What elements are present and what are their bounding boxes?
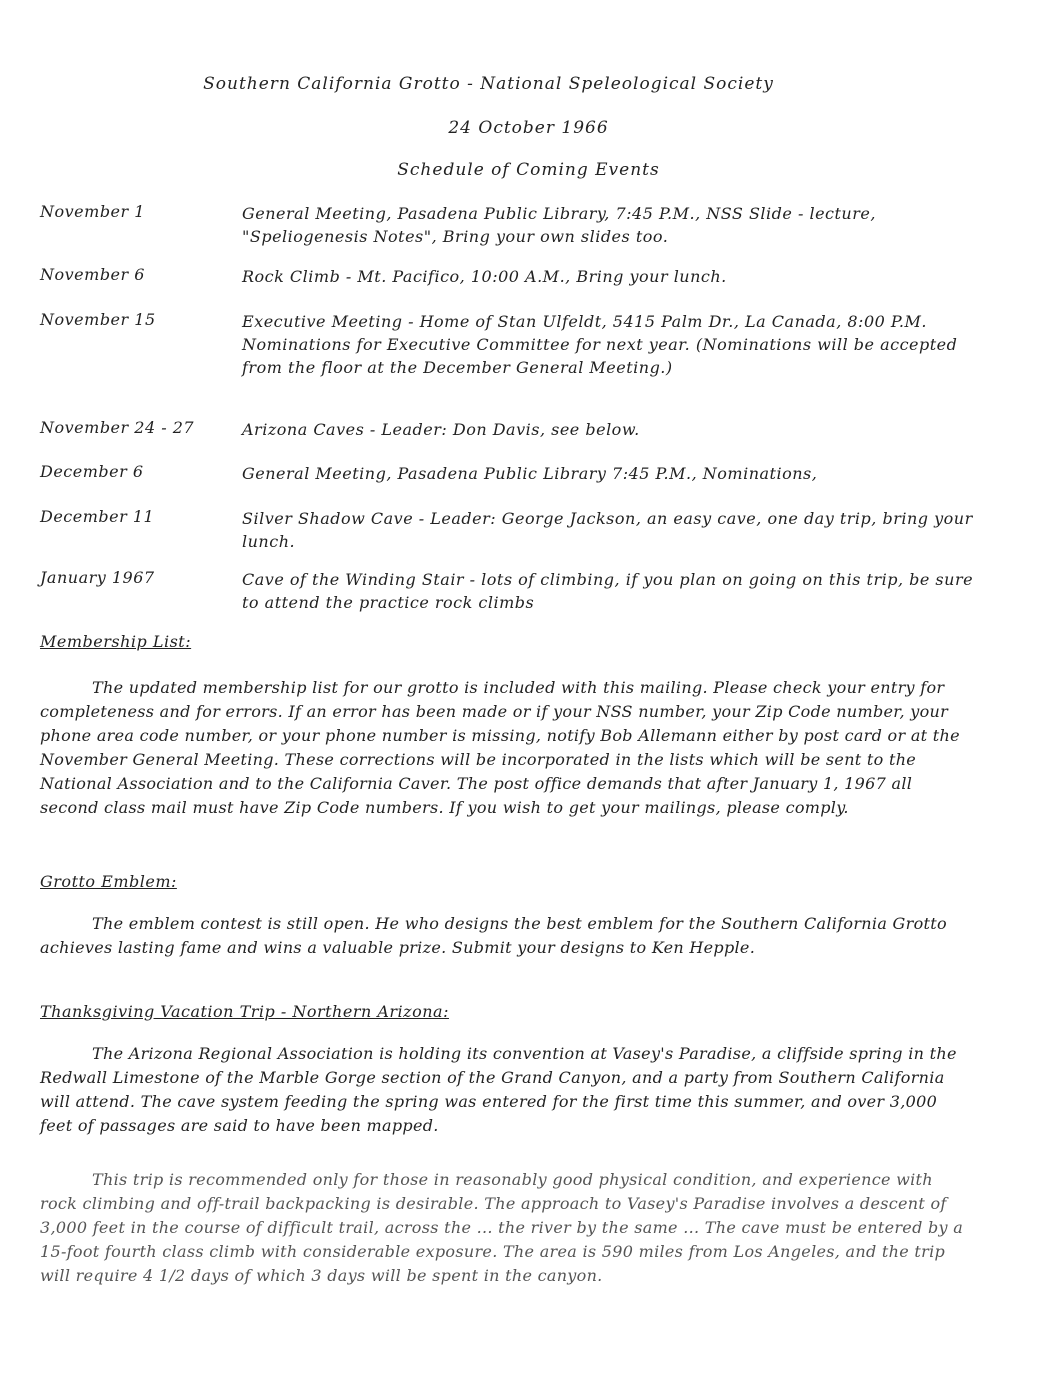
membership-heading: Membership List: — [40, 632, 192, 651]
event-description: Executive Meeting - Home of Stan Ulfeldt, 5415 Palm Dr., La Canada, 8:00 P.M. Nominations for Executive Committee for next year. (Nominations will be accepted from the floor at the December General Meeting.) — [242, 312, 958, 377]
emblem-heading: Grotto Emblem: — [40, 872, 177, 891]
event-description: General Meeting, Pasadena Public Library 7:45 P.M., Nominations, — [242, 464, 818, 483]
organization-header: Southern California Grotto - National Speleological Society — [203, 74, 774, 94]
event-description: General Meeting, Pasadena Public Library, 7:45 P.M., NSS Slide - lecture, "Speliogenesis Notes", Bring your own slides too. — [242, 204, 876, 246]
schedule-title: Schedule of Coming Events — [397, 160, 660, 180]
event-date: December 6 — [40, 462, 144, 481]
thanksgiving-paragraph-1: The Arizona Regional Association is holding its convention at Vasey's Paradise, a cliffside spring in the Redwall Limestone of the Marble Gorge section of the Grand Canyon, and a party from Southern California will attend. The cave system feeding the spring was entered for the first time this summer, and over 3,000 feet of passages are said to have been mapped. — [40, 1044, 957, 1135]
event-description: Cave of the Winding Stair - lots of climbing, if you plan on going on this trip, be sure to attend the practice rock climbs — [242, 570, 974, 612]
emblem-paragraph: The emblem contest is still open. He who designs the best emblem for the Southern California Grotto achieves lasting fame and wins a valuable prize. Submit your designs to Ken Hepple. — [40, 914, 947, 957]
document-date: 24 October 1966 — [448, 118, 609, 138]
event-date: January 1967 — [40, 568, 155, 587]
thanksgiving-heading: Thanksgiving Vacation Trip - Northern Arizona: — [40, 1002, 449, 1021]
thanksgiving-paragraph-2: This trip is recommended only for those in reasonably good physical condition, and experience with rock climbing and off-trail backpacking is desirable. The approach to Vasey's Paradise involves a descent of 3,000 feet in the course of difficult trail, across the ... the river by the same ... The cave must be entered by a 15-foot fourth class climb with considerable exposure. The area is 590 miles from Los Angeles, and the trip will require 4 1/2 days of which 3 days will be spent in the canyon. — [40, 1170, 964, 1285]
event-date: November 24 - 27 — [40, 418, 195, 437]
event-date: November 15 — [40, 310, 156, 329]
event-date: December 11 — [40, 507, 155, 526]
event-description: Silver Shadow Cave - Leader: George Jackson, an easy cave, one day trip, bring your lunch. — [242, 509, 973, 551]
membership-paragraph: The updated membership list for our grotto is included with this mailing. Please check your entry for completeness and for errors. If an error has been made or if your NSS number, your Zip Code number, your phone area code number, or your phone number is missing, notify Bob Allemann either by post card or at the November General Meeting. These corrections will be incorporated in the lists which will be sent to the National Association and to the California Caver. The post office demands that after January 1, 1967 all second class mail must have Zip Code numbers. If you wish to get your mailings, please comply. — [40, 678, 960, 817]
event-date: November 1 — [40, 202, 145, 221]
event-description: Arizona Caves - Leader: Don Davis, see below. — [242, 420, 640, 439]
event-date: November 6 — [40, 265, 145, 284]
event-description: Rock Climb - Mt. Pacifico, 10:00 A.M., Bring your lunch. — [242, 267, 727, 286]
